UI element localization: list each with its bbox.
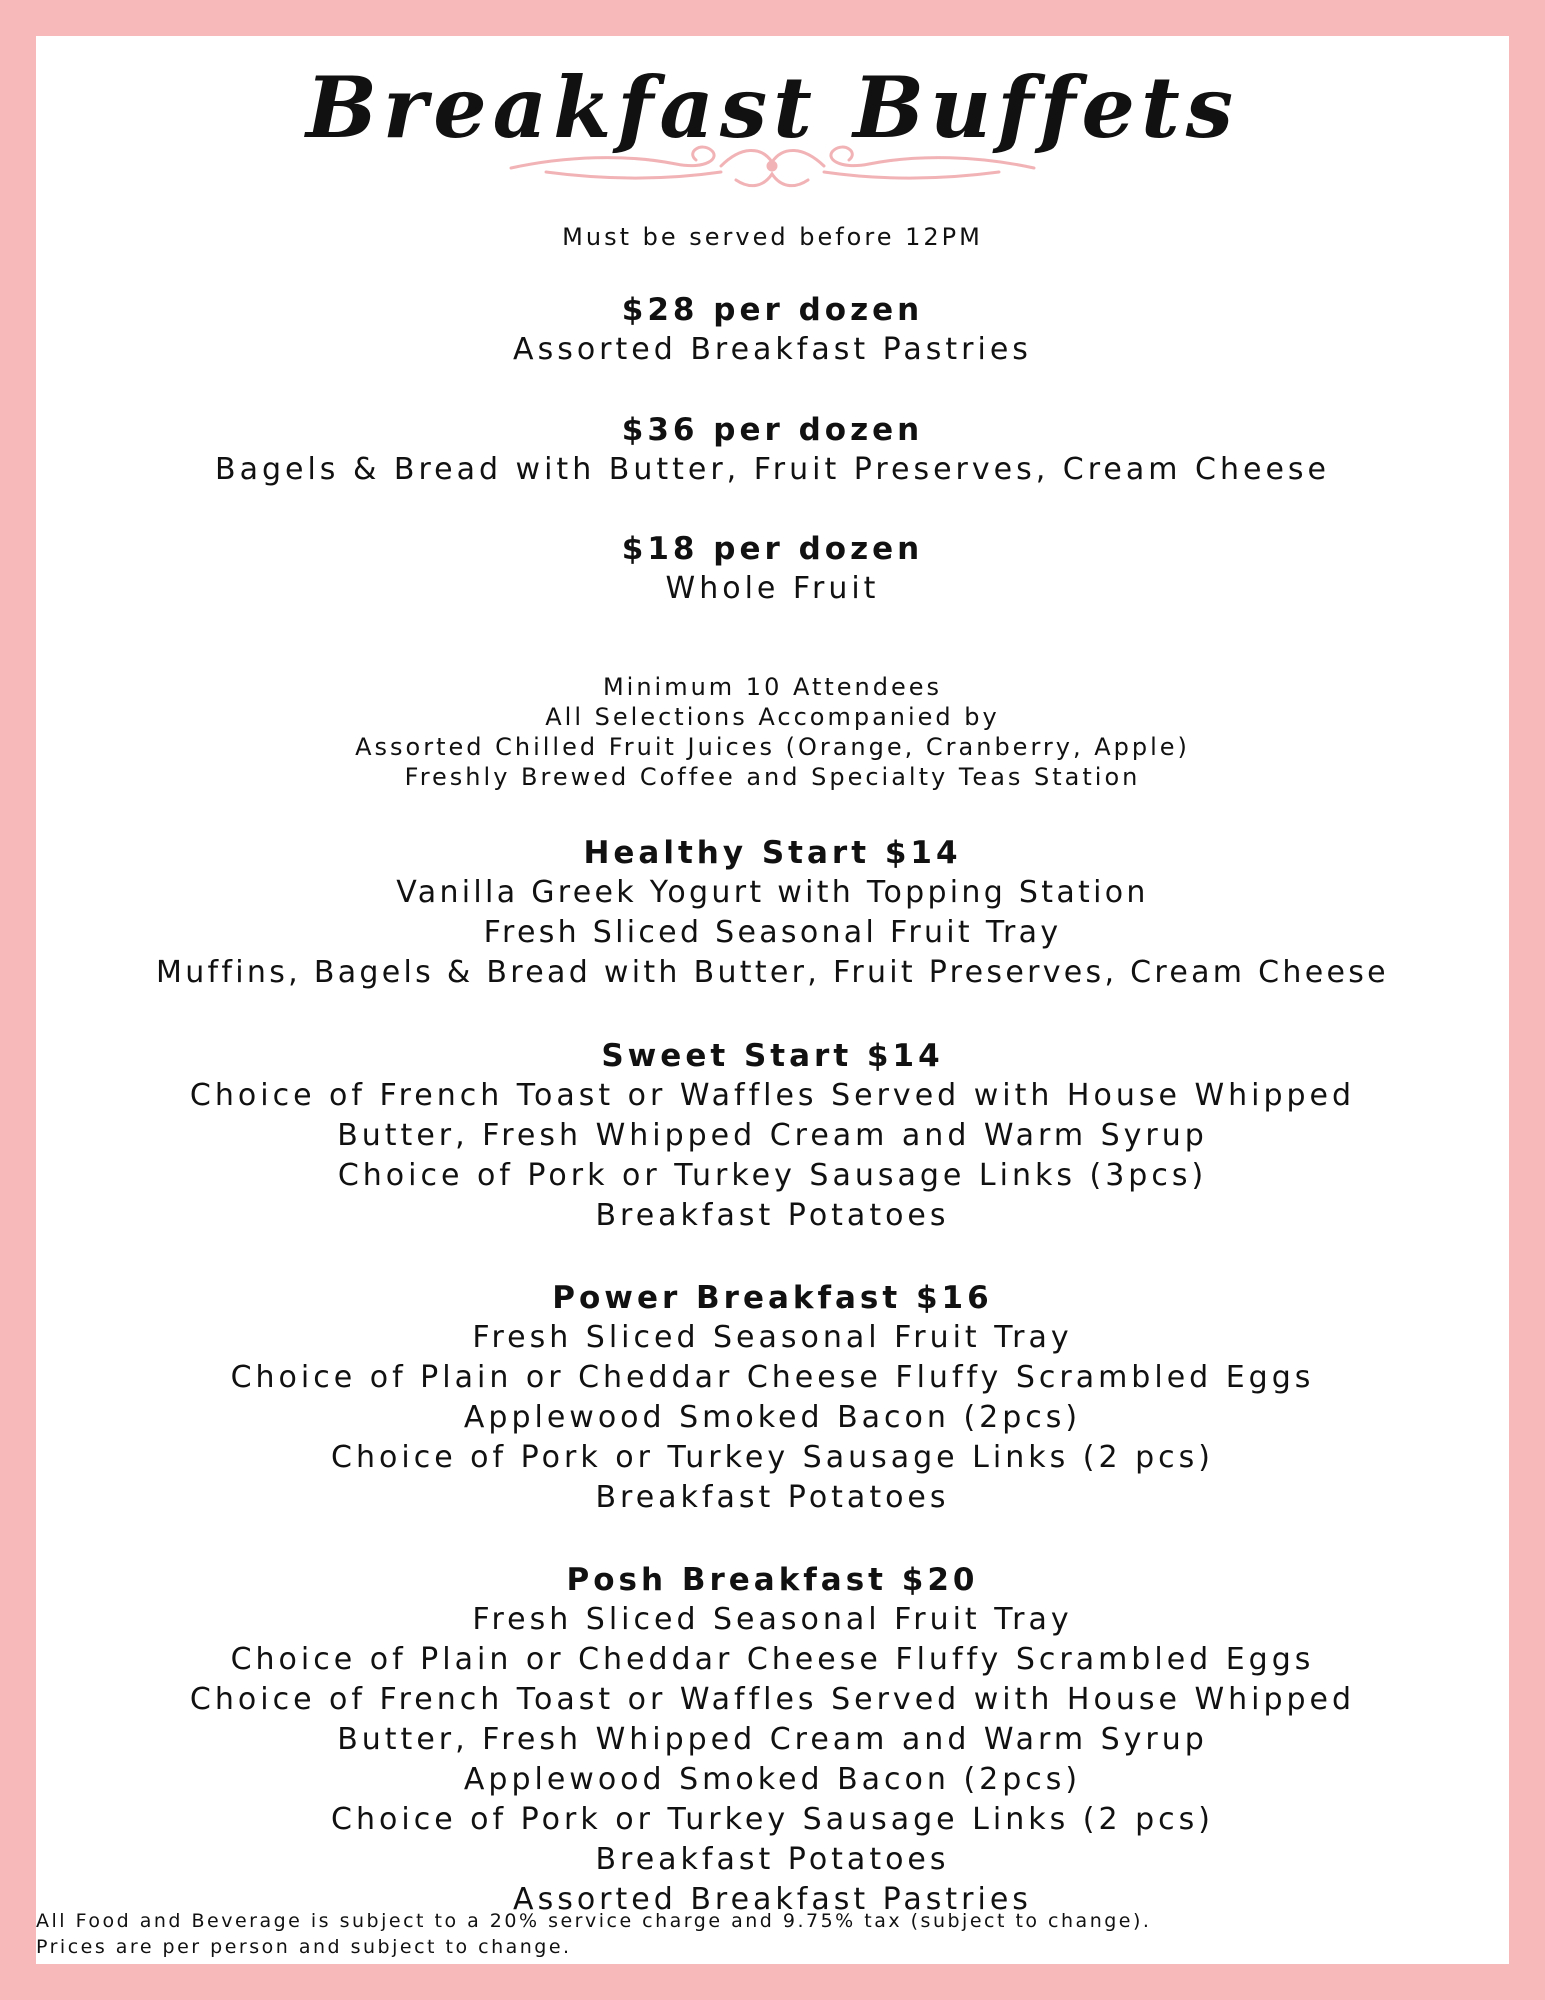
dozen-item-name: Bagels & Bread with Butter, Fruit Preserves, Cream Cheese (214, 452, 1330, 487)
buffet-line: Choice of Pork or Turkey Sausage Links (2 pcs) (331, 1440, 1214, 1475)
buffet-line: Choice of Plain or Cheddar Cheese Fluffy Scrambled Eggs (230, 1360, 1315, 1395)
dozen-item (36, 529, 1509, 609)
dozen-item (36, 290, 1509, 370)
buffet-posh-breakfast (36, 1560, 1509, 1920)
buffet-line: Applewood Smoked Bacon (2pcs) (463, 1400, 1082, 1435)
buffet-line: Choice of Plain or Cheddar Cheese Fluffy Scrambled Eggs (230, 1642, 1315, 1677)
buffet-line: Assorted Breakfast Pastries (513, 1882, 1032, 1917)
buffet-line: Fresh Sliced Seasonal Fruit Tray (472, 1320, 1073, 1355)
buffet-line: Vanilla Greek Yogurt with Topping Station (396, 875, 1149, 910)
buffet-line: Choice of Pork or Turkey Sausage Links (2 pcs) (331, 1802, 1214, 1837)
buffet-notes (36, 672, 1509, 792)
note-line: Freshly Brewed Coffee and Specialty Teas Station (404, 763, 1141, 791)
footer-line: Prices are per person and subject to change. (36, 1936, 572, 1958)
buffet-heading: Power Breakfast $16 (552, 1280, 993, 1316)
buffet-line: Breakfast Potatoes (595, 1842, 950, 1877)
dozen-item (36, 410, 1509, 490)
dozen-price: $18 per dozen (621, 531, 924, 567)
buffet-heading: Posh Breakfast $20 (566, 1562, 979, 1598)
dozen-price: $28 per dozen (621, 292, 924, 328)
buffet-line: Butter, Fresh Whipped Cream and Warm Syrup (337, 1118, 1208, 1153)
buffet-line: Breakfast Potatoes (595, 1198, 950, 1233)
buffet-line: Muffins, Bagels & Bread with Butter, Fruit Preserves, Cream Cheese (156, 955, 1389, 990)
buffet-line: Applewood Smoked Bacon (2pcs) (463, 1762, 1082, 1797)
buffet-line: Choice of French Toast or Waffles Served with House Whipped (189, 1078, 1356, 1113)
buffet-sweet-start (36, 1036, 1509, 1236)
buffet-line: Butter, Fresh Whipped Cream and Warm Syrup (337, 1722, 1208, 1757)
page-title: Breakfast Buffets (305, 58, 1240, 157)
dozen-item-name: Whole Fruit (665, 571, 880, 606)
buffet-line: Choice of Pork or Turkey Sausage Links (3pcs) (337, 1158, 1208, 1193)
menu-page (36, 36, 1509, 1964)
footer-line: All Food and Beverage is subject to a 20% service charge and 9.75% tax (subject to change). (36, 1910, 1152, 1932)
buffet-line: Fresh Sliced Seasonal Fruit Tray (472, 1602, 1073, 1637)
dozen-price: $36 per dozen (621, 412, 924, 448)
footer (36, 1908, 1509, 1960)
buffet-line: Choice of French Toast or Waffles Served with House Whipped (189, 1682, 1356, 1717)
buffet-line: Fresh Sliced Seasonal Fruit Tray (483, 915, 1062, 950)
flourish-divider-icon (506, 136, 1039, 196)
buffet-power-breakfast (36, 1278, 1509, 1518)
note-line: Assorted Chilled Fruit Juices (Orange, Cranberry, Apple) (355, 733, 1190, 761)
buffet-healthy-start (36, 833, 1509, 993)
buffet-line: Breakfast Potatoes (595, 1480, 950, 1515)
note-line: Minimum 10 Attendees (602, 673, 943, 701)
buffet-heading: Healthy Start $14 (583, 835, 962, 871)
note-line: All Selections Accompanied by (545, 703, 1000, 731)
serving-time-note: Must be served before 12PM (562, 223, 983, 251)
buffet-heading: Sweet Start $14 (601, 1038, 944, 1074)
dozen-item-name: Assorted Breakfast Pastries (513, 332, 1032, 367)
